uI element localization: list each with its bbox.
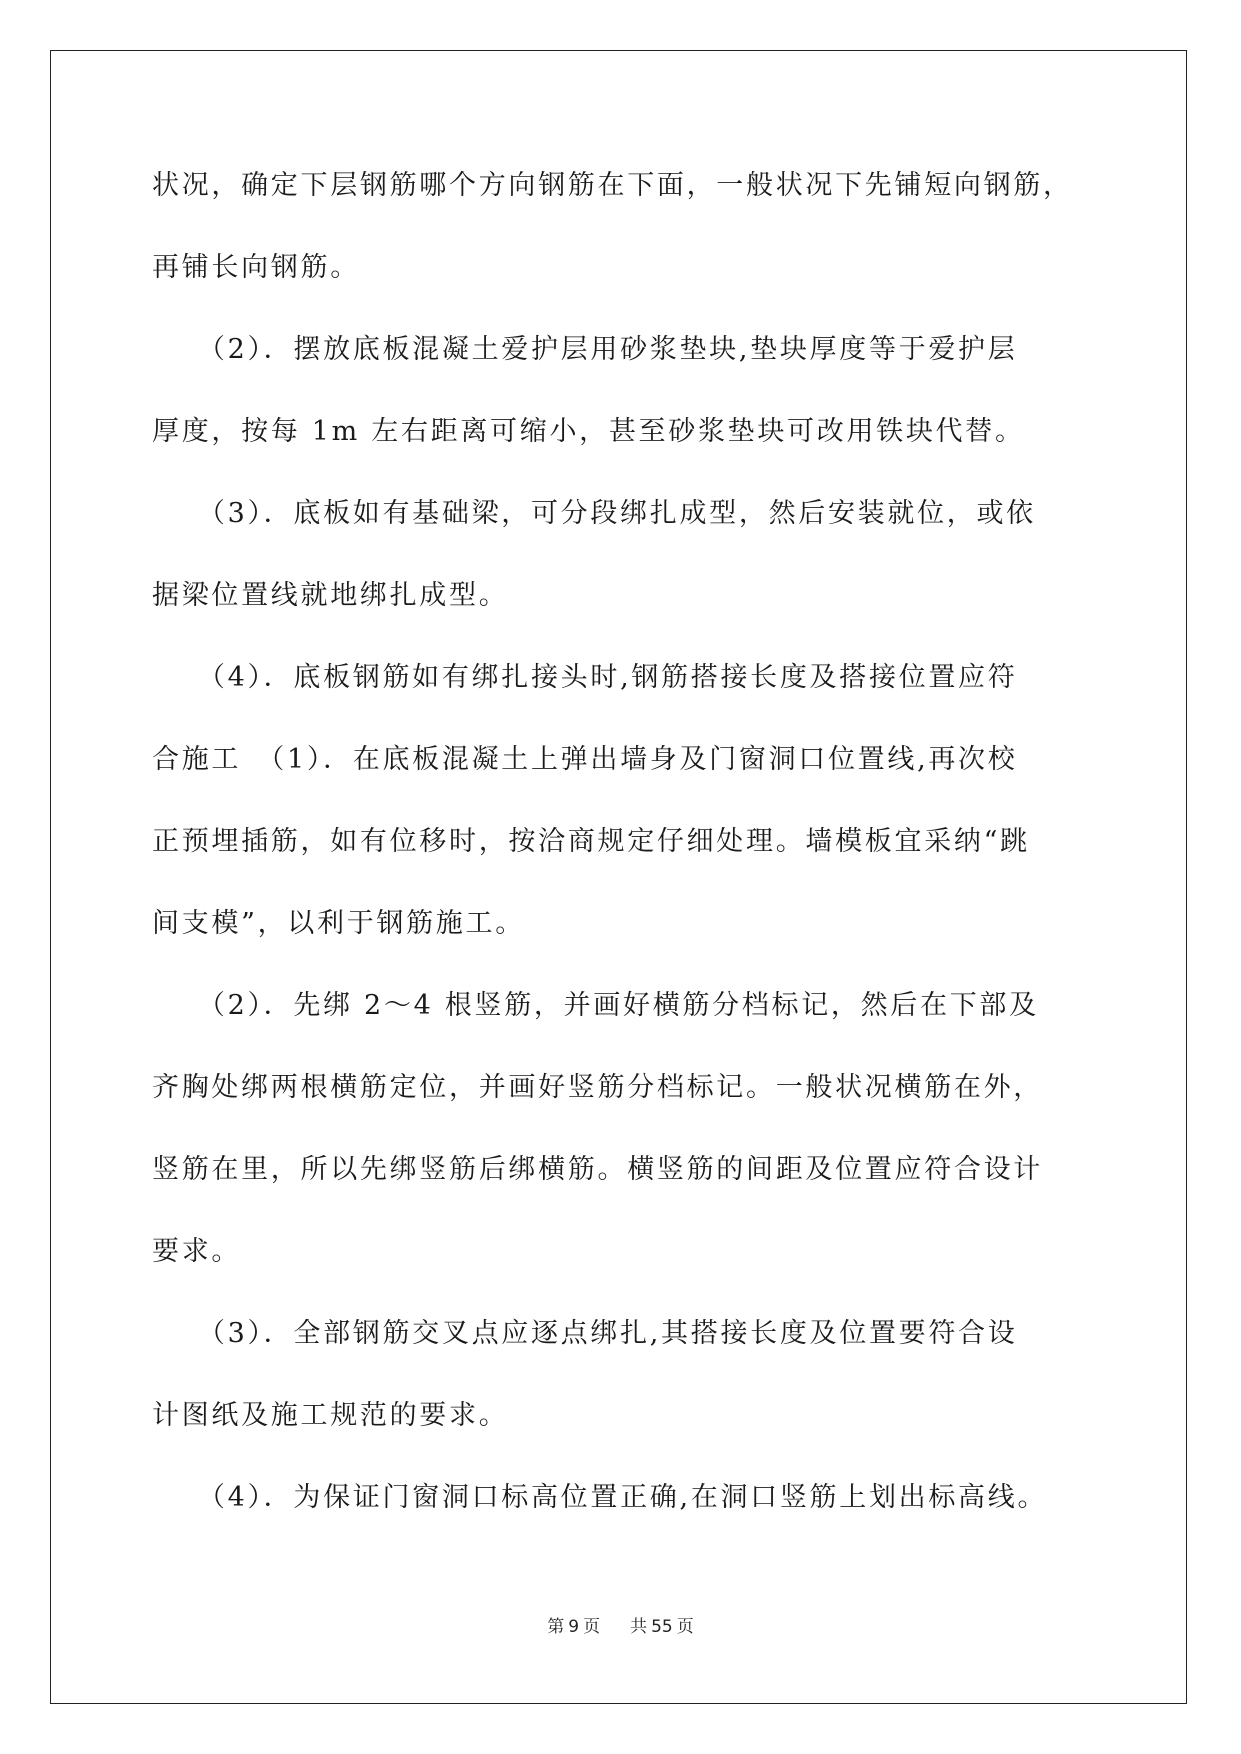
page-prefix: 第 [547, 1617, 565, 1637]
text-line: 间支模”，以利于钢筋施工。 [152, 908, 525, 939]
text-line: 要求。 [152, 1236, 242, 1267]
total-pages: 55 [651, 1617, 673, 1637]
total-suffix: 页 [676, 1617, 694, 1637]
text-line: （4）．底板钢筋如有绑扎接头时,钢筋搭接长度及搭接位置应符 [152, 662, 1018, 693]
text-line: （4）．为保证门窗洞口标高位置正确,在洞口竖筋上划出标高线。 [152, 1482, 1048, 1513]
page-number: 9 [568, 1617, 580, 1637]
text-line: 齐胸处绑两根横筋定位，并画好竖筋分档标记。一般状况横筋在外， [152, 1072, 1043, 1103]
text-line: 厚度，按每 1m 左右距离可缩小，甚至砂浆垫块可改用铁块代替。 [152, 416, 1025, 447]
text-line: 合施工 （1）．在底板混凝土上弹出墙身及门窗洞口位置线,再次校 [152, 744, 1018, 775]
text-line: 再铺长向钢筋。 [152, 252, 360, 283]
text-line: （3）．全部钢筋交叉点应逐点绑扎,其搭接长度及位置要符合设 [152, 1318, 1018, 1349]
text-line: （3）．底板如有基础梁，可分段绑扎成型，然后安装就位，或依 [152, 498, 1036, 529]
text-line: （2）．先绑 2～4 根竖筋，并画好横筋分档标记，然后在下部及 [152, 990, 1039, 1021]
text-line: 正预埋插筋，如有位移时，按洽商规定仔细处理。墙模板宜采纳“跳 [152, 826, 1030, 857]
page-footer [0, 1612, 1241, 1637]
total-prefix: 共 [630, 1617, 648, 1637]
text-line: 竖筋在里，所以先绑竖筋后绑横筋。横竖筋的间距及位置应符合设计 [152, 1154, 1043, 1185]
document-body [152, 163, 1090, 1557]
text-line: 计图纸及施工规范的要求。 [152, 1400, 509, 1431]
text-line: （2）．摆放底板混凝土爱护层用砂浆垫块,垫块厚度等于爱护层 [152, 334, 1018, 365]
text-line: 状况，确定下层钢筋哪个方向钢筋在下面，一般状况下先铺短向钢筋， [152, 170, 1073, 201]
text-line: 据梁位置线就地绑扎成型。 [152, 580, 509, 611]
page-suffix: 页 [583, 1617, 601, 1637]
